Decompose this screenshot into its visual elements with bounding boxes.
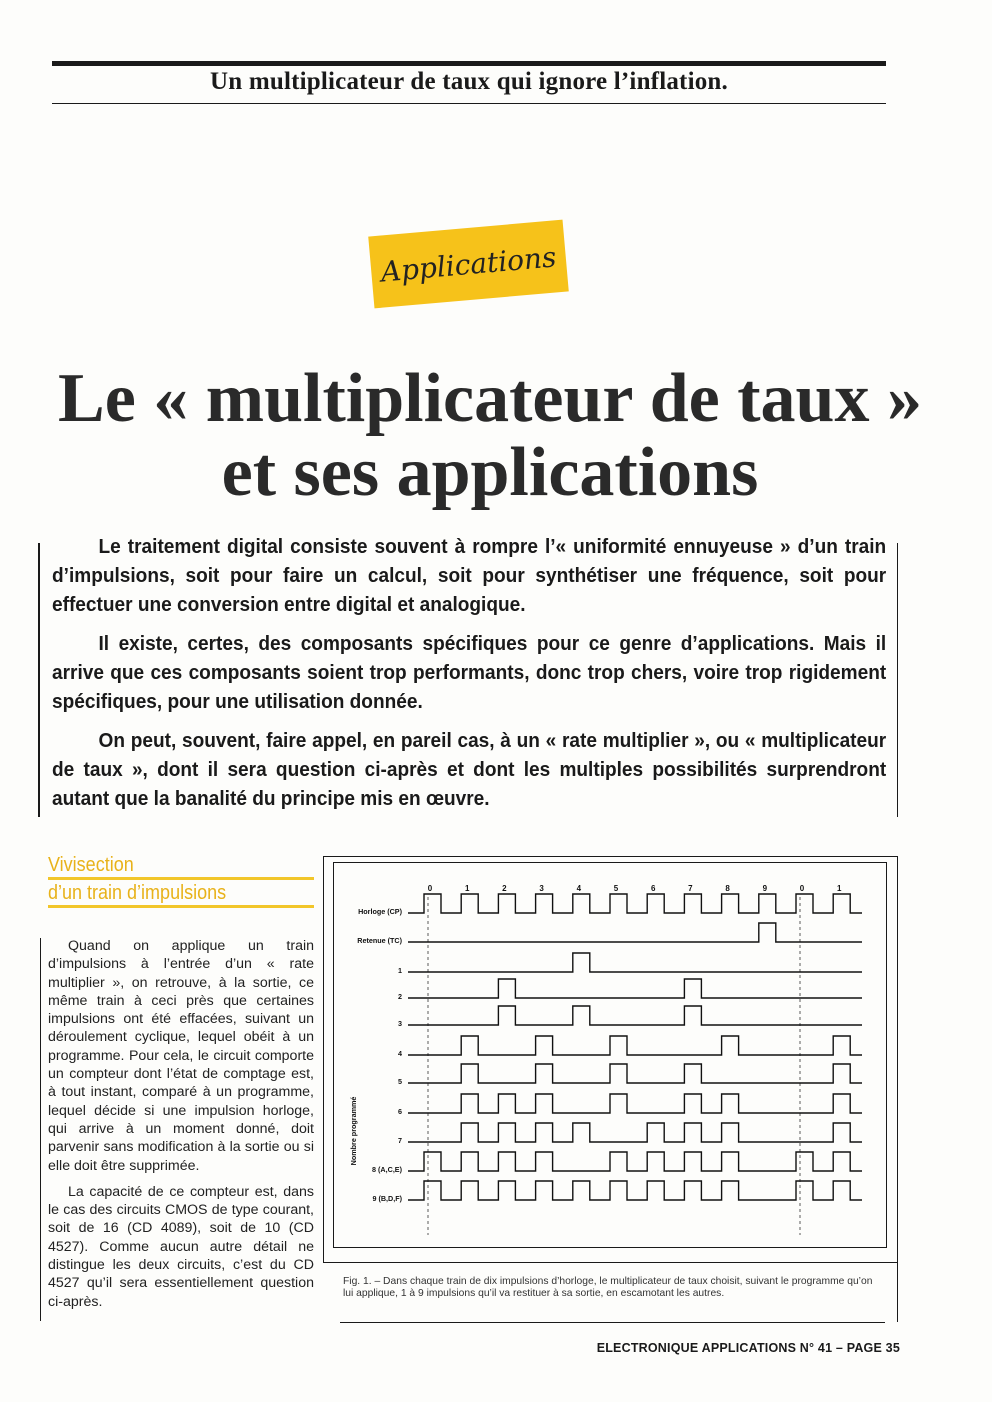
tick-label: 1 [836,884,842,893]
top-rule-thin [52,103,886,104]
headline [40,362,940,510]
section-rule [48,877,314,880]
signal-label: 3 [398,1019,402,1028]
signal-label: Horloge (CP) [358,907,402,916]
figure-caption: Fig. 1. – Dans chaque train de dix impulsions d’horloge, le multiplicateur de taux choisit, suivant le programme qu’on lui applique, 1 à 9 impulsions qu’il va restituer à sa sortie, en escamotant les autres. [343,1276,873,1299]
section-title-line1: Vivisection [48,854,134,876]
signal-waveform [408,1006,862,1025]
section-title-line2: d’un train d’impulsions [48,882,227,904]
timing-diagram [334,863,886,1247]
body-paragraph: Quand on applique un train d’impulsions à l’entrée d’un « rate multiplier », on retrouve, à la sortie, ce même train à ceci près que certaines impulsions ont été effacées, suivant un déroulement cyclique, lequel obéit à un programme. Pour cela, le circuit comporte un compteur dont l’état de comptage est, à tout instant, comparé à un programme, lequel décide si une impulsion horloge, qui arrive à un moment donné, doit parvenir sans modification à la sortie ou si elle doit être supprimée. [48,938,314,1174]
signal-label: 7 [398,1136,402,1145]
top-rule [52,61,886,66]
signal-waveform [408,953,862,972]
lead-right-rule [897,543,898,817]
badge-label: Applications [379,239,558,289]
page-footer: ELECTRONIQUE APPLICATIONS N° 41 – PAGE 35 [596,1341,900,1355]
headline-line1: Le « multiplicateur de taux » [58,360,922,437]
body-text [48,937,314,1319]
caption-rule [340,1322,885,1323]
signal-waveform [408,923,862,942]
running-title: Un multiplicateur de taux qui ignore l’inflation. [210,68,728,95]
figure-right-rule [897,1262,898,1322]
lead-paragraph: Il existe, certes, des composants spécifiques pour ce genre d’applications. Mais il arrive que ces composants soient trop performants, donc trop chers, voire trop rigidement spécifiques, pour une utilisation donnée. [52,632,887,713]
signal-waveform [408,1181,862,1200]
signal-label: 8 (A,C,E) [372,1165,402,1174]
tick-label: 0 [427,884,433,893]
signal-label: 5 [398,1077,402,1086]
body-paragraph: La capacité de ce compteur est, dans le cas des circuits CMOS de type courant, soit de 16 (CD 4089), soit de 10 (CD 4527). Comme aucun autre détail ne distingue les deux circuits, c’est du CD 4527 qu’il sera essentiellement question ci-après. [48,1183,314,1310]
signal-waveform [408,1064,862,1083]
signal-waveform [408,894,862,913]
lead-paragraphs [52,532,887,823]
tick-label: 4 [576,884,582,893]
signal-waveform [408,1094,862,1113]
applications-badge [368,220,569,309]
tick-label: 0 [799,884,805,893]
lead-left-rule [38,543,40,817]
signal-label: 1 [398,966,402,975]
tick-label: 5 [613,884,619,893]
signal-label: 6 [398,1107,402,1116]
signal-label: 9 (B,D,F) [372,1194,402,1203]
section-rule [48,905,314,908]
signal-label: Retenue (TC) [357,936,402,945]
tick-label: 8 [725,884,730,893]
signal-waveform [408,1152,862,1171]
axis-label: Nombre programmé [349,1096,358,1166]
tick-label: 2 [502,884,507,893]
section-heading [48,854,314,908]
signal-waveform [408,1123,862,1142]
signal-waveform [408,979,862,998]
signal-label: 2 [398,992,402,1001]
tick-label: 9 [762,884,768,893]
signal-waveform [408,1036,862,1055]
column-left-rule [40,938,41,1321]
headline-line2: et ses applications [221,434,759,511]
tick-label: 7 [688,884,693,893]
tick-label: 3 [539,884,544,893]
signal-label: 4 [398,1049,402,1058]
lead-paragraph: Le traitement digital consiste souvent à rompre l’« uniformité ennuyeuse » d’un train d’impulsions, soit pour faire un calcul, soit pour synthétiser une fréquence, soit pour effectuer une conversion entre digital et analogique. [52,535,887,616]
tick-label: 6 [650,884,656,893]
lead-paragraph: On peut, souvent, faire appel, en pareil cas, à un « rate multiplier », ou « multiplicateur de taux », dont il sera question ci-après et dont les multiples possibilités surprendront autant que la banalité du principe mis en œuvre. [52,729,887,810]
tick-label: 1 [464,884,470,893]
